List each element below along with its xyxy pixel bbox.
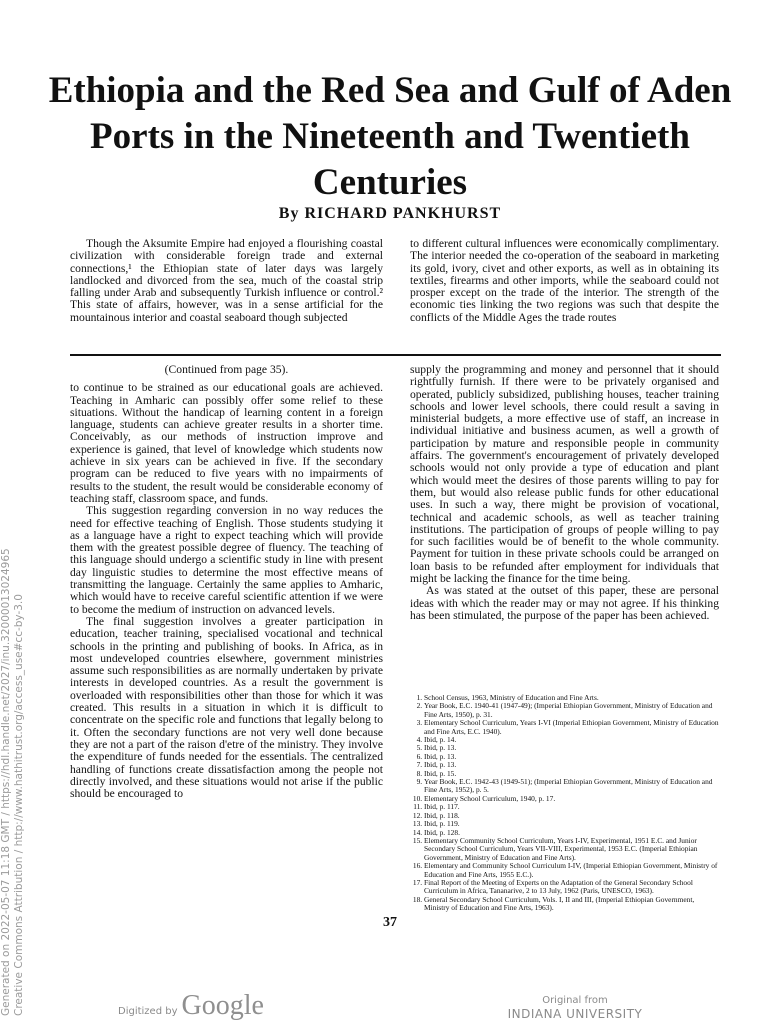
intro-right-column [410,238,719,348]
institution-name: INDIANA UNIVERSITY [507,1007,643,1021]
footnote: 4. Ibid, p. 14. [424,736,719,744]
body-paragraph: This suggestion regarding conversion in no way reduces the need for effective teaching of English. Those students studying it as a language have a right to expect teaching which will provide them with the greatest possible degree of fluency. The teaching of this language should undergo a scientific study in line with present day linguistic studies to determine the most effective means of transmitting the language. Certainly the same applies to Amharic, which would have to receive careful scientific attention if we were to become the medium of instruction on advanced levels. [70,504,383,616]
hathitrust-watermark [0,344,26,1024]
watermark-license-line: Creative Commons Attribution / http://www.hathitrust.org/access_use#cc-by-3.0 [13,594,25,1016]
footnote: 1. School Census, 1963, Ministry of Education and Fine Arts. [424,694,719,702]
digitized-by-label: Digitized by [118,1006,178,1017]
watermark-generated-line: Generated on 2022-05-07 11:18 GMT / https://hdl.handle.net/2027/inu.32000013024965 [0,548,12,1016]
google-logo: Google [181,990,264,1021]
intro-paragraph-right: to different cultural influences were economically complimentary. The interior needed the co-operation of the seaboard in marketing its gold, ivory, civet and other exports, as well as in obtaining its textiles, firearms and other imports, while the seaboard could not prosper except on the trade of the interior. The strength of the economic ties linking the two regions was such that despite the conflicts of the Middle Ages the trade routes [410,238,719,324]
footnote: 7. Ibid, p. 13. [424,761,719,769]
body-paragraph: supply the programming and money and personnel that it should rightfully furnish. If there were to be privately organised and operated, publicly subsidized, publishing houses, teacher training schools and lower level schools, there could result a saving in ministerial budgets, a more effective use of staff, an increase in individual initiative and business acumen, as well a growth of participation by mature and responsible people in community affairs. The government's encouragement of privately developed schools would not only provide a type of education and plant which would meet the desires of those parents willing to pay for them, but would also release public funds for other educational uses. In such a way, there might be provision of vocational, technical and academic schools, as well as teacher training institutions. The participation of groups of people willing to pay for such facilities would be of benefit to the whole community. Payment for tuition in these private schools could be arranged on loan basis to be refunded after employment for individuals that might be lacking the finance for the time being. [410,364,719,586]
google-digitized-mark [118,990,264,1022]
body-paragraph: The final suggestion involves a greater participation in education, teacher training, specialised vocational and technical schools in the printing and publishing of books. In Africa, as in most undeveloped countries elsewhere, government ministries assume such responsibilities as are normally undertaken by private interests in developed countries. As a result the government is overloaded with responsibilities other than those for which it was created. This results in a situation in which it is difficult to concentrate on the specific role and functions that legally belong to it. Often the secondary functions are not very well done because they are not a part of the raison d'etre of the ministry. They involve the expenditure of funds needed for the essentials. The centralized handling of functions create dissatisfaction among the people not directly involved, and these situations would not arise if the public should be encouraged to [70,614,383,801]
continued-note: (Continued from page 35). [164,364,289,376]
body-left-column [70,364,383,884]
footnote: 12. Ibid, p. 118. [424,812,719,820]
footnote: 15. Elementary Community School Curriculum, Years I-IV, Experimental, 1951 E.C. and Junior Secondary School Curriculum, Years VII-VIII, Experimental, 1953 E.C. (Imperial Ethiopian Government, Ministry of Education and Fine Arts). [424,837,719,862]
section-divider [70,354,721,356]
footnote: 18. General Secondary School Curriculum, Vols. I, II and III, (Imperial Ethiopian Government, Ministry of Education and Fine Arts, 1963). [424,896,719,913]
footnote: 9. Year Book, E.C. 1942-43 (1949-51); (Imperial Ethiopian Government, Ministry of Education and Fine Arts, 1952), p. 5. [424,778,719,795]
footnote: 6. Ibid, p. 13. [424,753,719,761]
page-number: 37 [383,915,397,930]
intro-paragraph-left: Though the Aksumite Empire had enjoyed a flourishing coastal civilization with considerable foreign trade and external connections,¹ the Ethiopian state of later days was largely landlocked and divorced from the sea, much of the coastal strip falling under Arab and subsequently Turkish influence or control.² This state of affairs, however, was in a sense artificial for the mountainous interior and coastal seaboard though subjected [70,238,383,324]
intro-left-column [70,238,383,348]
footnote: 14. Ibid, p. 128. [424,829,719,837]
footnote: 16. Elementary and Community School Curriculum I-IV, (Imperial Ethiopian Government, Ministry of Education and Fine Arts, 1955 E.C.). [424,862,719,879]
footnote: 17. Final Report of the Meeting of Experts on the Adaptation of the General Secondary School Curriculum in Africa, Tananarive, 2 to 13 July, 1962 (Paris, UNESCO, 1963). [424,879,719,896]
footnote: 3. Elementary School Curriculum, Years I-VI (Imperial Ethiopian Government, Ministry of Education and Fine Arts, E.C. 1940). [424,719,719,736]
footnotes [410,694,719,914]
original-from-label: Original from [542,995,608,1006]
footnote: 13. Ibid, p. 119. [424,820,719,828]
original-source [500,994,650,1022]
article-title: Ethiopia and the Red Sea and Gulf of Aden Ports in the Nineteenth and Twentieth Centuries [48,70,732,203]
footnote: 5. Ibid, p. 13. [424,744,719,752]
footnote: 2. Year Book, E.C. 1940-41 (1947-49); (Imperial Ethiopian Government, Ministry of Education and Fine Arts, 1950), p. 31. [424,702,719,719]
author-byline: By RICHARD PANKHURST [278,205,502,222]
body-paragraph: As was stated at the outset of this paper, these are personal ideas with which the reader may or may not agree. If his thinking has been stimulated, the purpose of the paper has been achieved. [410,584,719,622]
body-paragraph: to continue to be strained as our educational goals are achieved. Teaching in Amharic can possibly offer some relief to these situations. Without the handicap of learning content in a foreign language, students can achieve greater results in a shorter time. Conceivably, as our methods of instruction improve and experience is gained, that level of knowledge which students now achieve in six years can be achieved in five. If the secondary program can be reduced to five years with no impairments of results to the student, the result would be considerable economy of teaching staff, classroom space, and funds. [70,381,383,505]
body-right-column [410,364,719,694]
footnote: 11. Ibid, p. 117. [424,803,719,811]
footnote: 10. Elementary School Curriculum, 1940, p. 17. [424,795,719,803]
footnote: 8. Ibid, p. 15. [424,770,719,778]
